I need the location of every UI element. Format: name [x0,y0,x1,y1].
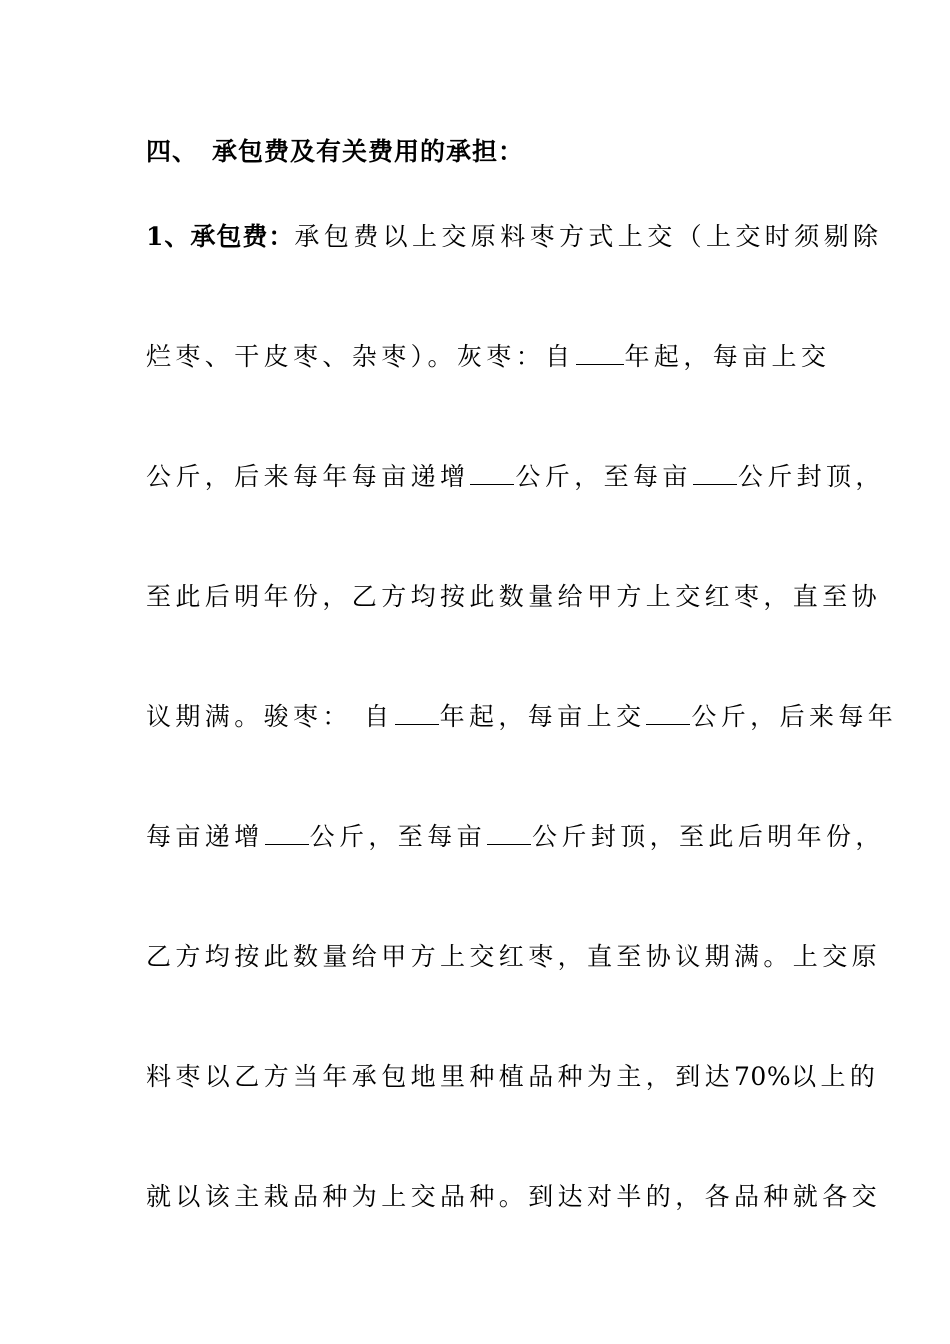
fill-blank [576,342,624,365]
paragraph-line-2: 烂枣、干皮枣、杂枣）。灰枣：自 年起，每亩上交 [146,342,831,371]
fill-blank [470,462,514,485]
fill-blank [395,702,439,725]
fill-blank [693,462,737,485]
fill-blank [487,822,531,845]
paragraph-line-4: 至此后明年份，乙方均按此数量给甲方上交红枣，直至协 [146,582,882,611]
fill-blank [646,702,690,725]
paragraph-line-8: 料枣以乙方当年承包地里种植品种为主，到达70%以上的 [146,1062,880,1091]
section-number: 四、 [146,137,199,166]
fill-blank [265,822,309,845]
paragraph-line-9: 就以该主栽品种为上交品种。到达对半的，各品种就各交 [146,1182,882,1211]
paragraph-line-7: 乙方均按此数量给甲方上交红枣，直至协议期满。上交原 [146,942,882,971]
section-heading [146,132,524,168]
clause-label: 1、承包费： [146,222,295,251]
paragraph-line-3: 公斤，后来每年每亩递增 公斤，至每亩 公斤封顶， [146,462,885,491]
paragraph-line-5: 议期满。骏枣： 自 年起，每亩上交 公斤，后来每年 [146,702,898,731]
paragraph-line-1: 1、承包费：承包费以上交原料枣方式上交（上交时须剔除 [146,222,883,251]
paragraph-line-6: 每亩递增 公斤，至每亩 公斤封顶，至此后明年份， [146,822,885,851]
section-title: 承包费及有关费用的承担： [212,137,525,166]
